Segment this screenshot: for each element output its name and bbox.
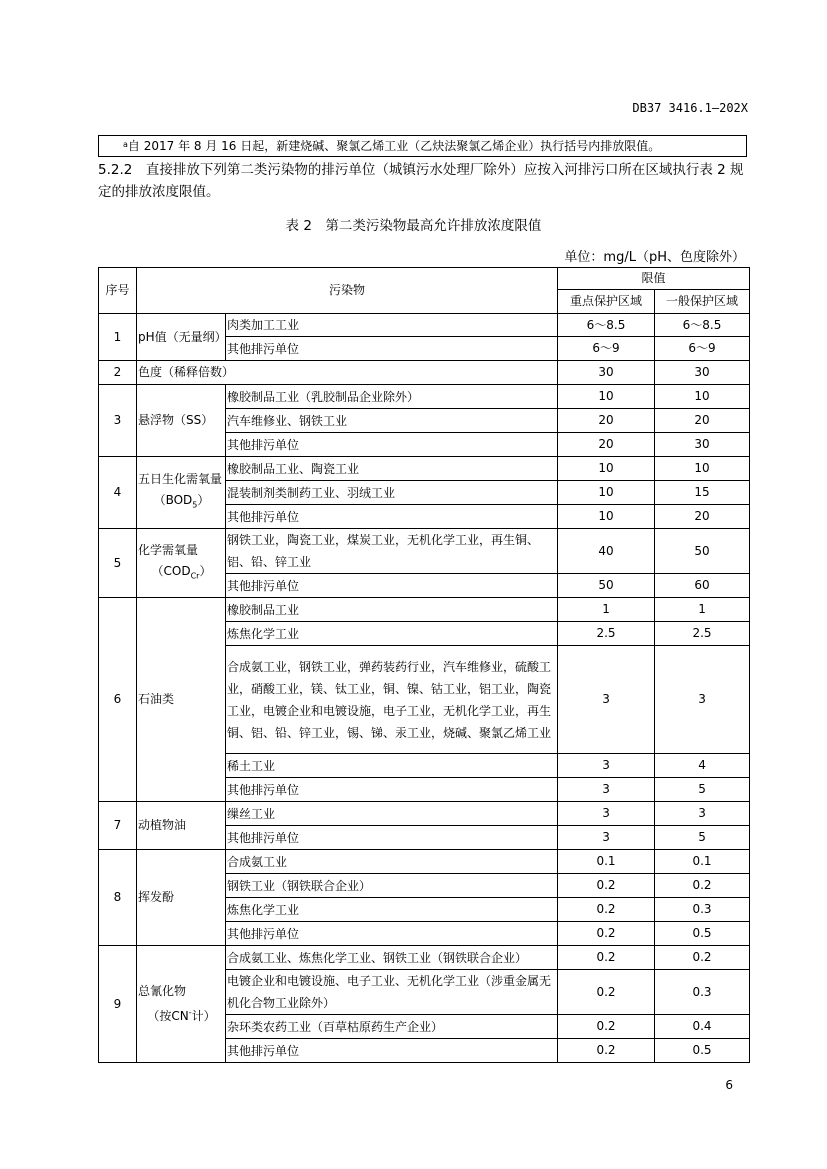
source-cell: 炼焦化学工业	[226, 622, 558, 646]
source-cell: 肉类加工工业	[226, 314, 558, 337]
pollutant-cell	[137, 529, 226, 598]
key-area-value: 3	[558, 646, 655, 754]
table-row	[99, 529, 750, 574]
header-general-area: 一般保护区域	[655, 290, 750, 314]
seq-cell: 5	[99, 529, 137, 598]
general-area-value: 0.2	[655, 946, 750, 970]
source-cell: 钢铁工业（钢铁联合企业）	[226, 874, 558, 898]
clause-paragraph	[98, 159, 750, 203]
key-area-value: 6～8.5	[558, 314, 655, 337]
table-unit: 单位：mg/L（pH、色度除外）	[564, 250, 745, 265]
seq-cell: 4	[99, 457, 137, 529]
table-row	[99, 598, 750, 622]
general-area-value: 30	[655, 433, 750, 457]
source-cell: 炼焦化学工业	[226, 898, 558, 922]
key-area-value: 6～9	[558, 337, 655, 361]
key-area-value: 50	[558, 574, 655, 598]
key-area-value: 10	[558, 457, 655, 481]
clause-number: 5.2.2	[98, 162, 133, 178]
key-area-value: 30	[558, 361, 655, 385]
pollutant-superscript: -	[188, 1008, 192, 1017]
source-cell: 其他排污单位	[226, 922, 558, 946]
table-row	[99, 850, 750, 874]
key-area-value: 10	[558, 385, 655, 409]
general-area-value: 30	[655, 361, 750, 385]
source-cell: 汽车维修业、钢铁工业	[226, 409, 558, 433]
table-title: 表 2 第二类污染物最高允许排放浓度限值	[285, 218, 542, 234]
pollutant-cell: 动植物油	[137, 802, 226, 850]
source-cell: 合成氨工业，钢铁工业，弹药装药行业，汽车维修业，硫酸工业，硝酸工业，镁、钛工业，铜、镍、钴工业，铝工业，陶瓷工业，电镀企业和电镀设施，电子工业，无机化学工业，再生铜、铝、铅、锌工业，锡、锑、汞工业，烧碱、聚氯乙烯工业	[226, 646, 558, 754]
general-area-value: 0.5	[655, 922, 750, 946]
table-row	[99, 457, 750, 481]
pollutant-cell: pH值（无量纲）	[137, 314, 226, 361]
key-area-value: 10	[558, 505, 655, 529]
header-pollutant: 污染物	[137, 268, 558, 314]
general-area-value: 6～9	[655, 337, 750, 361]
clause-text: 直接排放下列第二类污染物的排污单位（城镇污水处理厂除外）应按入河排污口所在区域执行表 2 规定的排放浓度限值。	[98, 162, 744, 200]
key-area-value: 0.2	[558, 1039, 655, 1063]
source-cell: 稀土工业	[226, 754, 558, 778]
key-area-value: 20	[558, 409, 655, 433]
table-row	[99, 361, 750, 385]
source-cell: 其他排污单位	[226, 337, 558, 361]
pollutant-note-end: ）	[197, 493, 210, 508]
key-area-value: 3	[558, 778, 655, 802]
key-area-value: 0.2	[558, 1015, 655, 1039]
general-area-value: 15	[655, 481, 750, 505]
pollutant-cell	[137, 946, 226, 1063]
general-area-value: 4	[655, 754, 750, 778]
source-cell: 混装制剂类制药工业、羽绒工业	[226, 481, 558, 505]
pollutant-limits-table	[98, 267, 750, 1063]
key-area-value: 0.2	[558, 970, 655, 1015]
seq-cell: 6	[99, 598, 137, 802]
source-cell: 橡胶制品工业（乳胶制品企业除外）	[226, 385, 558, 409]
pollutant-cell: 石油类	[137, 598, 226, 802]
general-area-value: 60	[655, 574, 750, 598]
general-area-value: 0.1	[655, 850, 750, 874]
key-area-value: 0.2	[558, 946, 655, 970]
key-area-value: 3	[558, 826, 655, 850]
general-area-value: 3	[655, 646, 750, 754]
general-area-value: 0.4	[655, 1015, 750, 1039]
key-area-value: 10	[558, 481, 655, 505]
pollutant-name: 五日生化需氧量	[138, 472, 223, 487]
pollutant-name-note	[138, 561, 225, 586]
header-key-area: 重点保护区域	[558, 290, 655, 314]
general-area-value: 5	[655, 778, 750, 802]
source-cell: 其他排污单位	[226, 826, 558, 850]
general-area-value: 2.5	[655, 622, 750, 646]
pollutant-note-text: （COD	[151, 563, 191, 578]
source-cell: 其他排污单位	[226, 1039, 558, 1063]
key-area-value: 0.2	[558, 922, 655, 946]
pollutant-subscript: 5	[192, 500, 198, 510]
general-area-value: 3	[655, 802, 750, 826]
general-area-value: 0.3	[655, 898, 750, 922]
seq-cell: 8	[99, 850, 137, 946]
general-area-value: 20	[655, 505, 750, 529]
page-number: 6	[725, 1078, 733, 1092]
pollutant-subscript: Cr	[190, 571, 200, 581]
key-area-value: 20	[558, 433, 655, 457]
footnote-marker: a	[123, 140, 128, 149]
table-row	[99, 314, 750, 337]
source-cell: 合成氨工业	[226, 850, 558, 874]
key-area-value: 1	[558, 598, 655, 622]
key-area-value: 40	[558, 529, 655, 574]
source-cell: 橡胶制品工业、陶瓷工业	[226, 457, 558, 481]
general-area-value: 10	[655, 385, 750, 409]
table-row	[99, 946, 750, 970]
key-area-value: 0.2	[558, 874, 655, 898]
general-area-value: 6～8.5	[655, 314, 750, 337]
key-area-value: 0.1	[558, 850, 655, 874]
key-area-value: 2.5	[558, 622, 655, 646]
header-limit: 限值	[558, 268, 750, 290]
pollutant-name-note	[138, 490, 225, 515]
pollutant-note-end: ）	[199, 563, 212, 578]
key-area-value: 3	[558, 802, 655, 826]
seq-cell: 3	[99, 385, 137, 457]
pollutant-cell: 色度（稀释倍数）	[137, 361, 558, 385]
general-area-value: 5	[655, 826, 750, 850]
pollutant-name-note	[138, 1002, 225, 1027]
pollutant-note-end: 计）	[191, 1009, 216, 1023]
general-area-value: 0.2	[655, 874, 750, 898]
seq-cell: 7	[99, 802, 137, 850]
general-area-value: 10	[655, 457, 750, 481]
key-area-value: 0.2	[558, 898, 655, 922]
general-area-value: 0.3	[655, 970, 750, 1015]
general-area-value: 0.5	[655, 1039, 750, 1063]
pollutant-note-text: （按CN	[147, 1009, 189, 1023]
pollutant-note-text: （BOD	[153, 493, 193, 508]
pollutant-cell: 悬浮物（SS）	[137, 385, 226, 457]
seq-cell: 2	[99, 361, 137, 385]
table-body	[99, 314, 750, 1063]
footnote-box	[98, 135, 747, 157]
source-cell: 其他排污单位	[226, 433, 558, 457]
pollutant-cell: 挥发酚	[137, 850, 226, 946]
table-row	[99, 385, 750, 409]
general-area-value: 50	[655, 529, 750, 574]
document-code: DB37 3416.1—202X	[632, 101, 748, 115]
footnote-text: 自 2017 年 8 月 16 日起，新建烧碱、聚氯乙烯工业（乙炔法聚氯乙烯企业）执行括号内排放限值。	[127, 139, 661, 153]
seq-cell: 1	[99, 314, 137, 361]
general-area-value: 20	[655, 409, 750, 433]
source-cell: 其他排污单位	[226, 778, 558, 802]
source-cell: 钢铁工业，陶瓷工业，煤炭工业，无机化学工业，再生铜、铝、铅、锌工业	[226, 529, 558, 574]
key-area-value: 3	[558, 754, 655, 778]
general-area-value: 1	[655, 598, 750, 622]
source-cell: 缫丝工业	[226, 802, 558, 826]
pollutant-name: 化学需氧量	[138, 542, 199, 557]
source-cell: 其他排污单位	[226, 505, 558, 529]
pollutant-cell	[137, 457, 226, 529]
table-row	[99, 802, 750, 826]
source-cell: 橡胶制品工业	[226, 598, 558, 622]
header-seq: 序号	[99, 268, 137, 314]
source-cell: 其他排污单位	[226, 574, 558, 598]
source-cell: 合成氨工业、炼焦化学工业、钢铁工业（钢铁联合企业）	[226, 946, 558, 970]
pollutant-name: 总氰化物	[138, 984, 187, 998]
source-cell: 电镀企业和电镀设施、电子工业、无机化学工业（涉重金属无机化合物工业除外）	[226, 970, 558, 1015]
seq-cell: 9	[99, 946, 137, 1063]
source-cell: 杂环类农药工业（百草枯原药生产企业）	[226, 1015, 558, 1039]
